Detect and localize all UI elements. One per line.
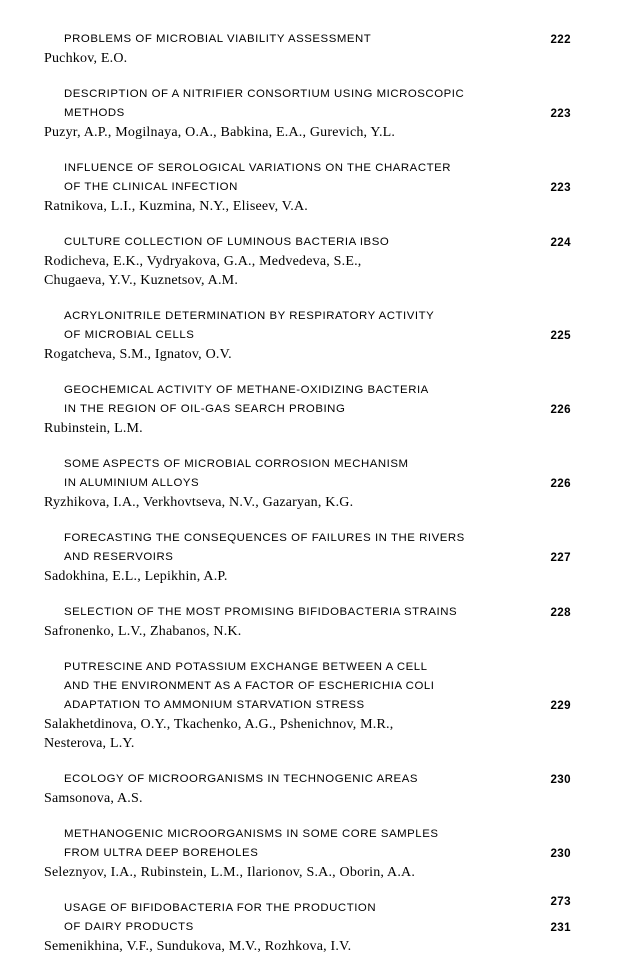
toc-entry-title	[44, 381, 571, 419]
toc-entry-authors-line: Seleznyov, I.A., Rubinstein, L.M., Ilarionov, S.A., Oborin, A.A.	[44, 865, 416, 880]
toc-entry[interactable]	[44, 825, 571, 882]
toc-entry-page-number: 223	[550, 107, 571, 120]
toc-entry-authors-line: Ratnikova, L.I., Kuzmina, N.Y., Eliseev, V.A.	[44, 199, 308, 214]
toc-entry-page-number: 226	[550, 477, 571, 490]
toc-entry-title	[44, 307, 571, 345]
toc-entry[interactable]	[44, 770, 571, 808]
toc-entry[interactable]	[44, 381, 571, 438]
toc-entry-title-line: IN ALUMINIUM ALLOYS	[64, 477, 200, 489]
toc-entry[interactable]	[44, 603, 571, 641]
toc-entry-title-line: CULTURE COLLECTION OF LUMINOUS BACTERIA IBSO	[64, 236, 390, 248]
toc-entry-title-line: USAGE OF BIFIDOBACTERIA FOR THE PRODUCTION	[64, 902, 377, 914]
toc-entry-title	[44, 899, 571, 937]
toc-entry-title	[44, 529, 571, 567]
toc-entry-title-line: METHODS	[64, 107, 125, 119]
toc-entry-authors-line: Salakhetdinova, O.Y., Tkachenko, A.G., Pshenichnov, M.R.,	[44, 717, 394, 732]
toc-entry-title	[44, 85, 571, 123]
toc-entry-title-line: PUTRESCINE AND POTASSIUM EXCHANGE BETWEEN A CELL	[64, 661, 428, 673]
toc-entry-title-line: SOME ASPECTS OF MICROBIAL CORROSION MECHANISM	[64, 458, 409, 470]
toc-entry-authors-line: Rodicheva, E.K., Vydryakova, G.A., Medvedeva, S.E.,	[44, 254, 362, 269]
toc-entry-authors-line: Puzyr, A.P., Mogilnaya, O.A., Babkina, E.A., Gurevich, Y.L.	[44, 125, 396, 140]
toc-entry-authors-line: Ryzhikova, I.A., Verkhovtseva, N.V., Gazaryan, K.G.	[44, 495, 354, 510]
toc-entry-title-line: METHANOGENIC MICROORGANISMS IN SOME CORE SAMPLES	[64, 828, 439, 840]
toc-entry[interactable]	[44, 899, 571, 956]
toc-entry-title-line: OF DAIRY PRODUCTS	[64, 921, 194, 933]
toc-entry[interactable]	[44, 307, 571, 364]
toc-entry-title	[44, 159, 571, 197]
toc-entry-title-line: AND RESERVOIRS	[64, 551, 174, 563]
toc-entry-page-number: 227	[550, 551, 571, 564]
toc-entry-authors-line: Semenikhina, V.F., Sundukova, M.V., Rozhkova, I.V.	[44, 939, 352, 954]
toc-entry-title	[44, 770, 571, 789]
toc-entry-title	[44, 603, 571, 622]
toc-entry-title-line: ADAPTATION TO AMMONIUM STARVATION STRESS	[64, 699, 365, 711]
toc-entry-page-number: 228	[550, 606, 571, 619]
toc-entry[interactable]	[44, 658, 571, 753]
toc-entry[interactable]	[44, 85, 571, 142]
toc-entry-title	[44, 233, 571, 252]
toc-entry-page-number: 231	[550, 921, 571, 934]
toc-entry[interactable]	[44, 30, 571, 68]
toc-entry-title-line: OF THE CLINICAL INFECTION	[64, 181, 238, 193]
toc-entry-title-line: DESCRIPTION OF A NITRIFIER CONSORTIUM USING MICROSCOPIC	[64, 88, 465, 100]
toc-entry-page-number: 222	[550, 33, 571, 46]
toc-entry-title-line: AND THE ENVIRONMENT AS A FACTOR OF ESCHERICHIA COLI	[64, 680, 435, 692]
page-folio: 273	[550, 895, 571, 908]
toc-entry-page-number: 230	[550, 847, 571, 860]
toc-entry[interactable]	[44, 159, 571, 216]
toc-entry-page-number: 224	[550, 236, 571, 249]
toc-entry-authors-line: Sadokhina, E.L., Lepikhin, A.P.	[44, 569, 228, 584]
toc-entry-title	[44, 825, 571, 863]
toc-entry-page-number: 225	[550, 329, 571, 342]
toc-entry-title-line: ACRYLONITRILE DETERMINATION BY RESPIRATORY ACTIVITY	[64, 310, 435, 322]
toc-entry-authors-line: Safronenko, L.V., Zhabanos, N.K.	[44, 624, 242, 639]
toc-entry-title-line: FORECASTING THE CONSEQUENCES OF FAILURES IN THE RIVERS	[64, 532, 465, 544]
toc-entry-page-number: 226	[550, 403, 571, 416]
toc-entry-authors-line: Nesterova, L.Y.	[44, 736, 135, 751]
toc-entry[interactable]	[44, 455, 571, 512]
toc-entry-title-line: IN THE REGION OF OIL-GAS SEARCH PROBING	[64, 403, 346, 415]
toc-entry-page-number: 229	[550, 699, 571, 712]
toc-entry-title-line: ECOLOGY OF MICROORGANISMS IN TECHNOGENIC AREAS	[64, 773, 418, 785]
toc-entry-title-line: OF MICROBIAL CELLS	[64, 329, 195, 341]
toc-entry-title	[44, 455, 571, 493]
toc-entry-page-number: 223	[550, 181, 571, 194]
toc-entry-authors-line: Rubinstein, L.M.	[44, 421, 143, 436]
toc-entry-title	[44, 30, 571, 49]
toc-entry-title-line: GEOCHEMICAL ACTIVITY OF METHANE-OXIDIZING BACTERIA	[64, 384, 429, 396]
table-of-contents-list	[44, 30, 571, 956]
toc-entry-title-line: FROM ULTRA DEEP BOREHOLES	[64, 847, 259, 859]
toc-entry-authors-line: Samsonova, A.S.	[44, 791, 143, 806]
toc-entry-title-line: SELECTION OF THE MOST PROMISING BIFIDOBACTERIA STRAINS	[64, 606, 458, 618]
toc-entry[interactable]	[44, 529, 571, 586]
toc-entry-authors-line: Puchkov, E.O.	[44, 51, 128, 66]
toc-entry-title-line: PROBLEMS OF MICROBIAL VIABILITY ASSESSMENT	[64, 33, 372, 45]
toc-entry-page-number: 230	[550, 773, 571, 786]
toc-entry-authors-line: Chugaeva, Y.V., Kuznetsov, A.M.	[44, 273, 239, 288]
toc-entry-authors-line: Rogatcheva, S.M., Ignatov, O.V.	[44, 347, 232, 362]
toc-entry-title-line: INFLUENCE OF SEROLOGICAL VARIATIONS ON THE CHARACTER	[64, 162, 452, 174]
toc-entry-title	[44, 658, 571, 715]
toc-entry[interactable]	[44, 233, 571, 290]
